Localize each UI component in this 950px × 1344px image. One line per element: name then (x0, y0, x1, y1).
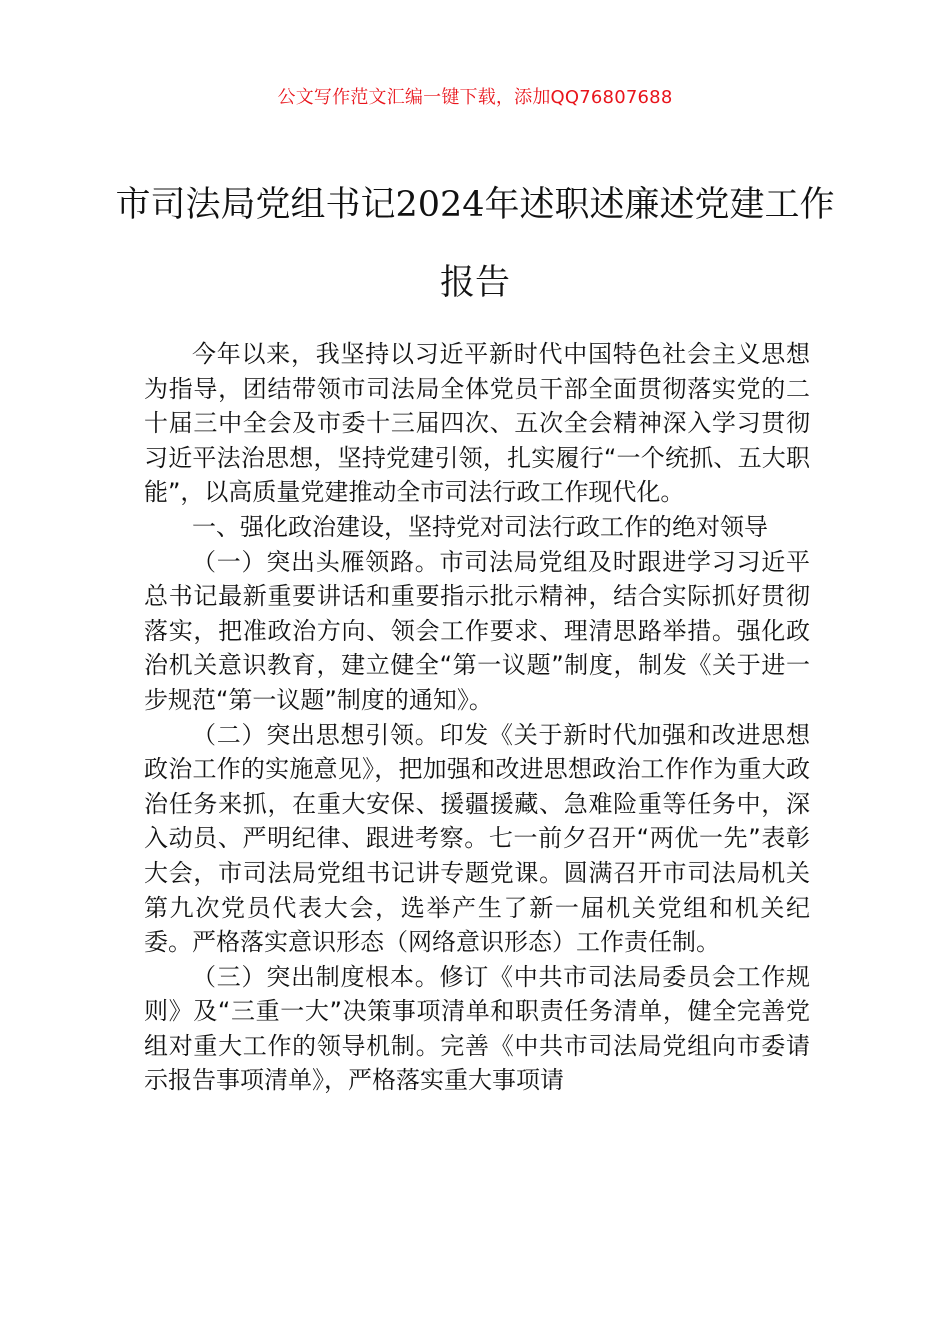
section-heading-1: 一、强化政治建设，坚持党对司法行政工作的绝对领导 (192, 512, 768, 541)
intro-paragraph: 今年以来，我坚持以习近平新时代中国特色社会主义思想为指导，团结带领市司法局全体党员干部全面贯彻落实党的二十届三中全会及市委十三届四次、五次全会精神深入学习贯彻习近平法治思想，坚持党建引领，扎实履行“一个统抓、五大职能”，以高质量党建推动全市司法行政工作现代化。 (144, 340, 810, 507)
document-body (144, 337, 810, 1098)
subsection-paragraph-3: （三）突出制度根本。修订《中共市司法局委员会工作规则》及“三重一大”决策事项清单和职责任务清单，健全完善党组对重大工作的领导机制。完善《中共市司法局党组向市委请示报告事项清单》，严格落实重大事项请 (144, 962, 810, 1095)
download-banner[interactable]: 公文写作范文汇编一键下载，添加QQ76807688 (277, 87, 673, 108)
subsection-paragraph-1: （一）突出头雁领路。市司法局党组及时跟进学习习近平总书记最新重要讲话和重要指示批示精神，结合实际抓好贯彻落实，把准政治方向、领会工作要求、理清思路举措。强化政治机关意识教育，建立健全“第一议题”制度，制发《关于进一步规范“第一议题”制度的通知》。 (144, 547, 810, 714)
subsection-paragraph-2: （二）突出思想引领。印发《关于新时代加强和改进思想政治工作的实施意见》，把加强和改进思想政治工作作为重大政治任务来抓，在重大安保、援疆援藏、急难险重等任务中，深入动员、严明纪律、跟进考察。七一前夕召开“两优一先”表彰大会，市司法局党组书记讲专题党课。圆满召开市司法局机关第九次党员代表大会，选举产生了新一届机关党组和机关纪委。严格落实意识形态（网络意识形态）工作责任制。 (144, 720, 810, 957)
document-title: 市司法局党组书记2024年述职述廉述党建工作报告 (115, 185, 835, 303)
